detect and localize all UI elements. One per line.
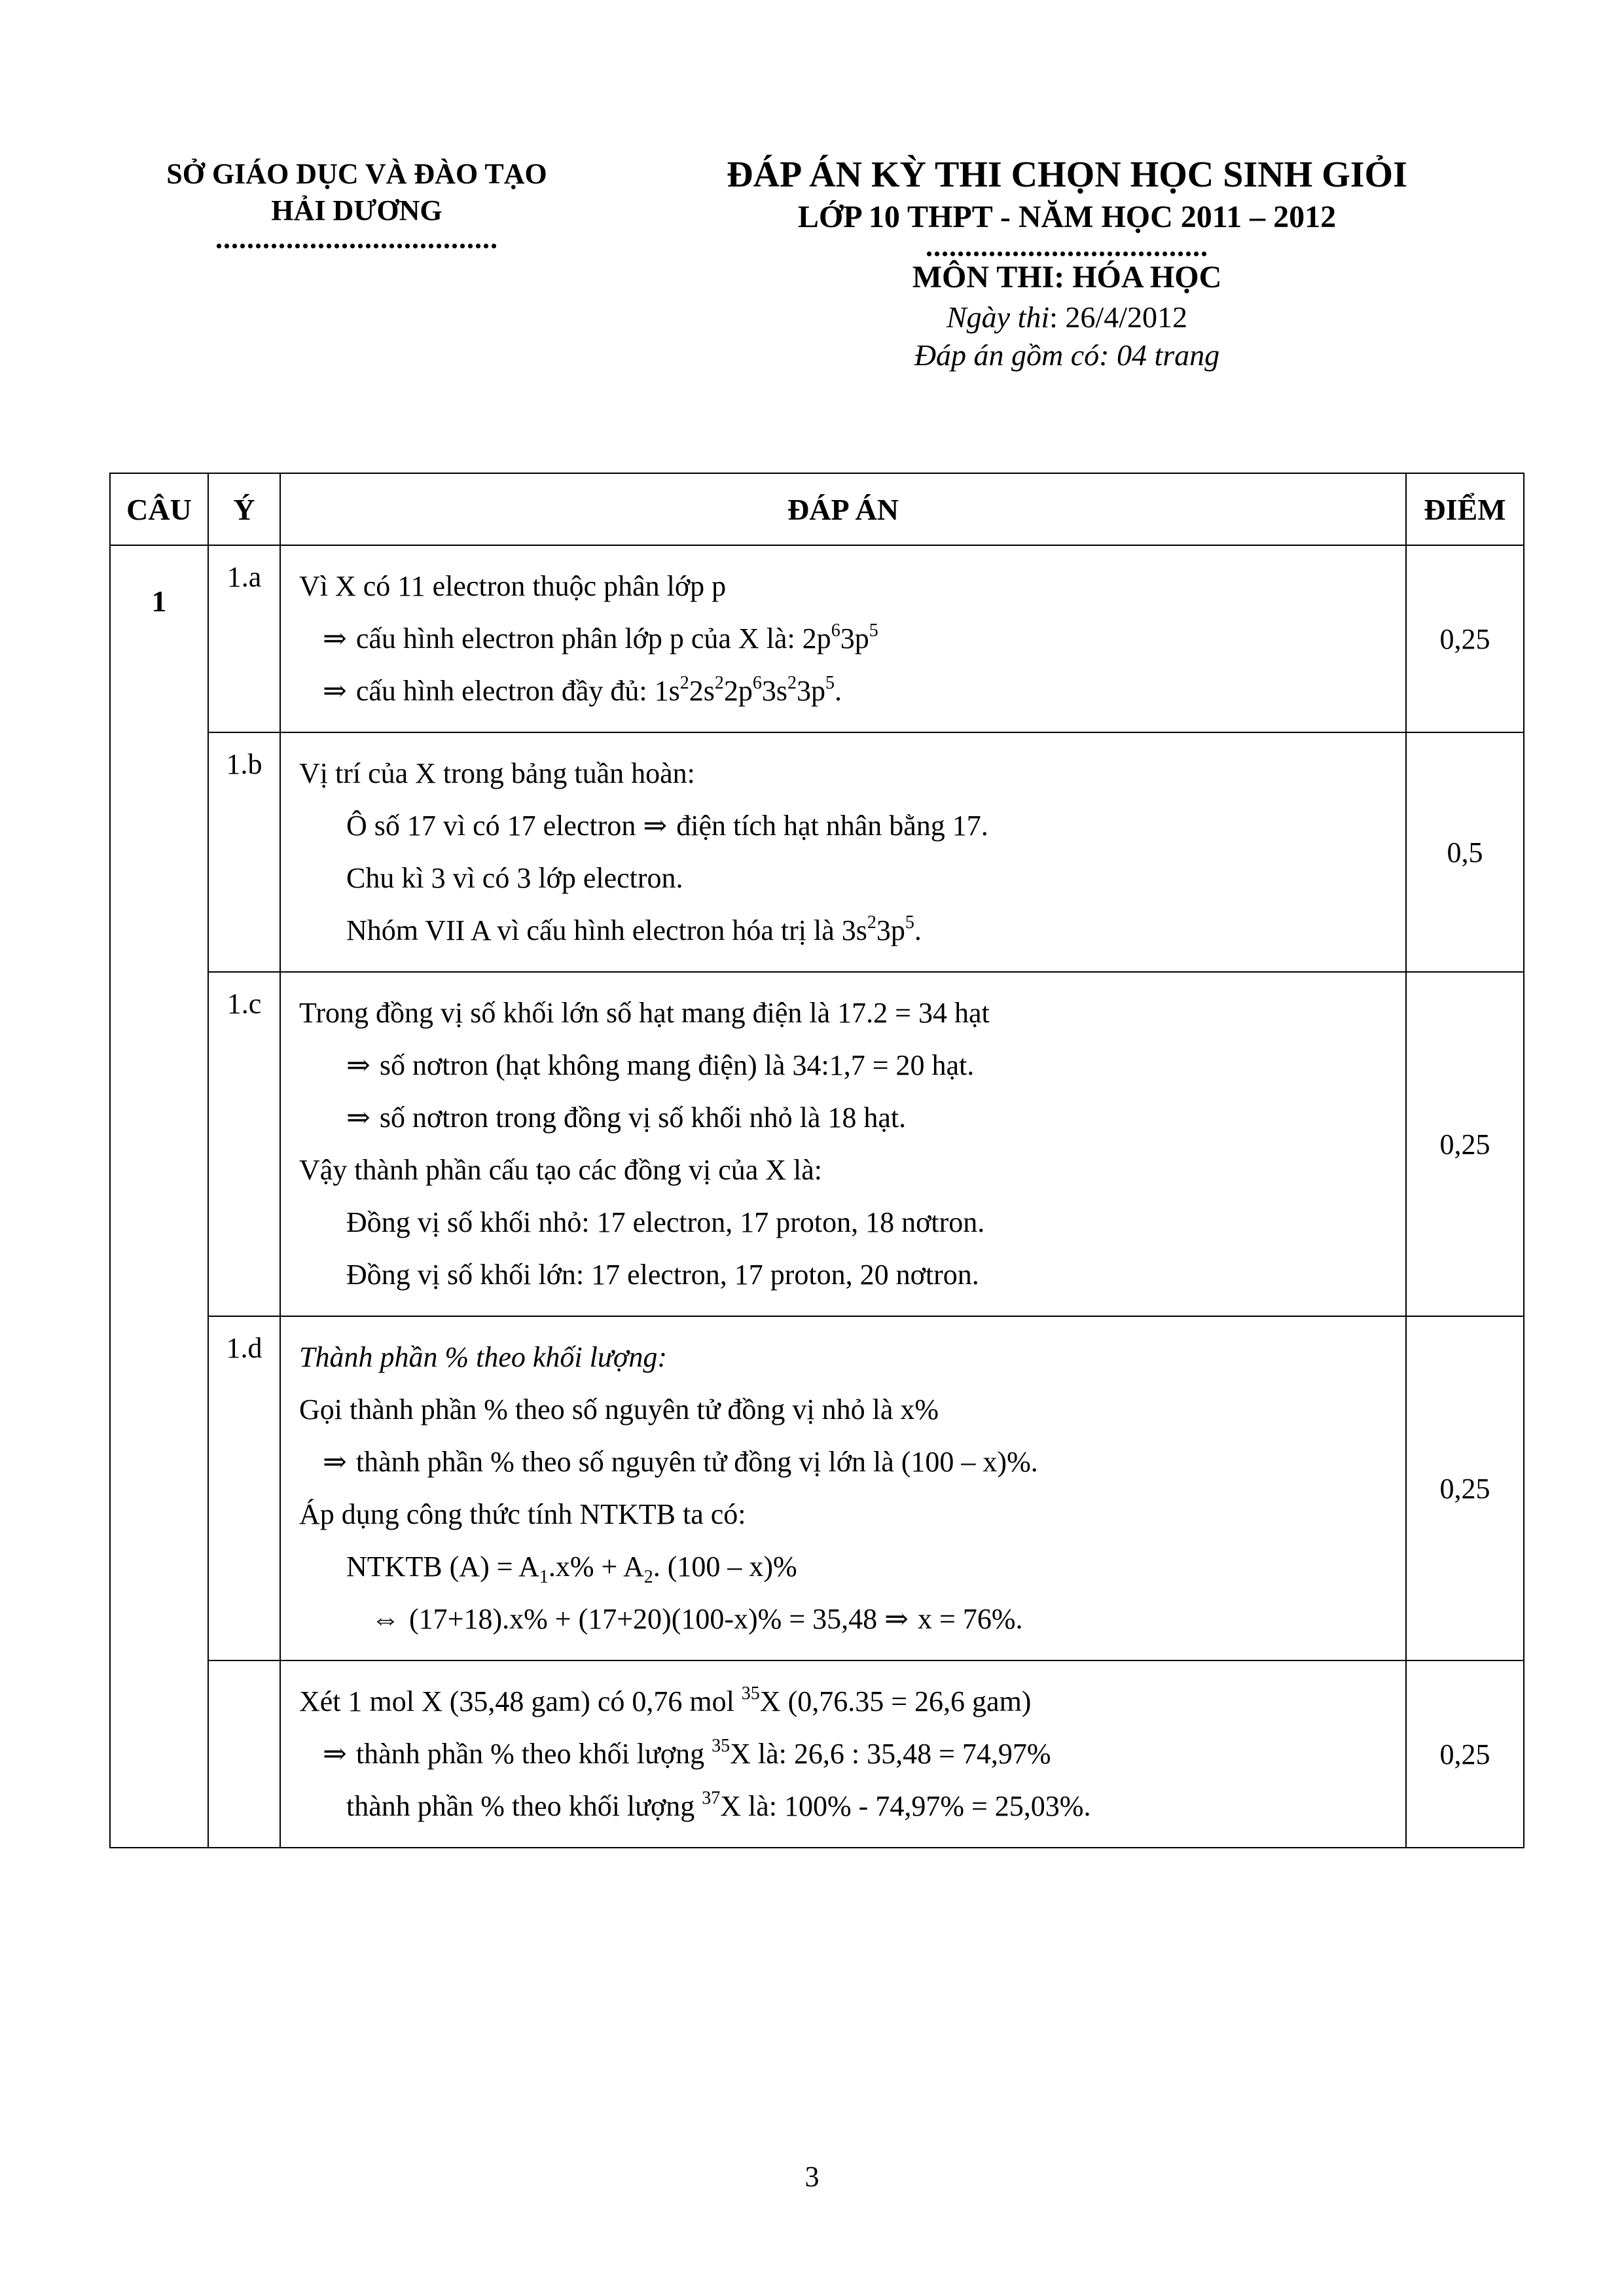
answer-line: Gọi thành phần % theo số nguyên tử đồng vị nhỏ là x% [299, 1393, 939, 1426]
answer-line: Đồng vị số khối lớn: 17 electron, 17 proton, 20 nơtron. [346, 1259, 979, 1291]
table-row-1b [110, 732, 1524, 972]
answer-line: ⇔ (17+18).x% + (17+20)(100-x)% = 35,48 ⇒ x = 76%. [299, 1593, 1392, 1645]
points-cell: 0,25 [1406, 972, 1524, 1316]
part-label: 1.a [208, 545, 280, 732]
implies-arrow-icon: ⇒ [346, 1102, 370, 1134]
answer-line: ⇒ thành phần % theo khối lượng $^{35}$X là: 26,6 : 35,48 = 74,97% [299, 1728, 1392, 1780]
question-number: 1 [110, 545, 208, 1848]
answer-cell [280, 545, 1406, 732]
department-header [98, 156, 615, 255]
answer-line: Chu kì 3 vì có 3 lớp electron. [346, 862, 683, 894]
points-cell: 0,25 [1406, 1660, 1524, 1848]
implies-arrow-icon: ⇒ [323, 675, 347, 707]
implies-arrow-icon: ⇒ [323, 1738, 347, 1770]
implies-arrow-icon: ⇒ [643, 810, 668, 842]
part-label: 1.c [208, 972, 280, 1316]
points-cell: 0,25 [1406, 545, 1524, 732]
answer-table [109, 473, 1525, 1848]
answer-line: thành phần % theo khối lượng $^{37}$X là: 100% - 74,97% = 25,03%. [346, 1788, 1091, 1822]
answer-line: Đồng vị số khối nhỏ: 17 electron, 17 proton, 18 nơtron. [346, 1206, 985, 1238]
exam-header [655, 152, 1479, 374]
equivalent-arrow-icon: ⇔ [371, 1603, 400, 1635]
answer-line: Trong đồng vị số khối lớn số hạt mang điện là 17.2 = 34 hạt [299, 997, 990, 1029]
part-label-empty [208, 1660, 280, 1848]
table-row-1a [110, 545, 1524, 732]
implies-arrow-icon: ⇒ [346, 1049, 370, 1081]
header-diem: ĐIỂM [1406, 473, 1524, 545]
answer-line: NTKTB $(A) = A_1.x\% + A_2$. (100 – x)% [346, 1551, 797, 1587]
answer-line: ⇒ thành phần % theo số nguyên tử đồng vị lớn là (100 – x)%. [299, 1436, 1392, 1488]
date-label: Ngày thi [946, 300, 1050, 334]
answer-line: Vì X có 11 electron thuộc phân lớp p [299, 570, 727, 602]
exam-date [655, 298, 1479, 336]
exam-title-line-1: ĐÁP ÁN KỲ THI CHỌN HỌC SINH GIỎI [727, 154, 1407, 195]
header-cau: CÂU [110, 473, 208, 545]
answer-line: ⇒ cấu hình electron đầy đủ: $1s^22s^22p^63s^23p^5$. [299, 665, 1392, 717]
part-label: 1.b [208, 732, 280, 972]
department-line-1: SỞ GIÁO DỤC VÀ ĐÀO TẠO [166, 158, 547, 190]
answer-line: Nhóm VII A vì cấu hình electron hóa trị là $3s^23p^5$. [346, 912, 922, 946]
implies-arrow-icon: ⇒ [884, 1603, 909, 1635]
dotted-separator: .................................... [215, 223, 498, 255]
part-label: 1.d [208, 1316, 280, 1660]
answer-cell [280, 972, 1406, 1316]
answer-line: Vị trí của X trong bảng tuần hoàn: [299, 757, 695, 789]
answer-line: Xét 1 mol X (35,48 gam) có 0,76 mol $^{35}$X (0,76.35 = 26,6 gam) [299, 1683, 1032, 1717]
answer-cell [280, 732, 1406, 972]
implies-arrow-icon: ⇒ [323, 1446, 347, 1478]
answer-line: Ô số 17 vì có 17 electron ⇒ điện tích hạt nhân bằng 17. [299, 800, 1392, 852]
table-row-1c [110, 972, 1524, 1316]
header-y: Ý [208, 473, 280, 545]
subject-line: MÔN THI: HÓA HỌC [912, 260, 1222, 295]
exam-title-line-2: LỚP 10 THPT - NĂM HỌC 2011 – 2012 [797, 200, 1337, 234]
points-cell: 0,25 [1406, 1316, 1524, 1660]
implies-arrow-icon: ⇒ [323, 622, 347, 655]
answer-line: Áp dụng công thức tính NTKTB ta có: [299, 1498, 746, 1530]
table-header-row [110, 473, 1524, 545]
answer-line: ⇒ số nơtron (hạt không mang điện) là 34:1,7 = 20 hạt. [299, 1039, 1392, 1092]
answer-cell [280, 1660, 1406, 1848]
answer-cell [280, 1316, 1406, 1660]
dotted-separator-right: .................................... [926, 230, 1208, 262]
answer-line: ⇒ số nơtron trong đồng vị số khối nhỏ là 18 hạt. [299, 1092, 1392, 1144]
date-value: : 26/4/2012 [1049, 300, 1187, 334]
page-number: 3 [804, 2161, 820, 2193]
answer-line: Vậy thành phần cấu tạo các đồng vị của X là: [299, 1154, 823, 1186]
header-dapan: ĐÁP ÁN [280, 473, 1406, 545]
table-row-1d [110, 1316, 1524, 1660]
table-row-mass-percent [110, 1660, 1524, 1848]
points-cell: 0,5 [1406, 732, 1524, 972]
answer-line: Thành phần % theo khối lượng: [299, 1341, 667, 1373]
answer-line: ⇒ cấu hình electron phân lớp p của X là: $2p^63p^5$ [299, 613, 1392, 665]
pages-note: Đáp án gồm có: 04 trang [914, 338, 1220, 372]
department-line-2: HẢI DƯƠNG [271, 194, 442, 226]
